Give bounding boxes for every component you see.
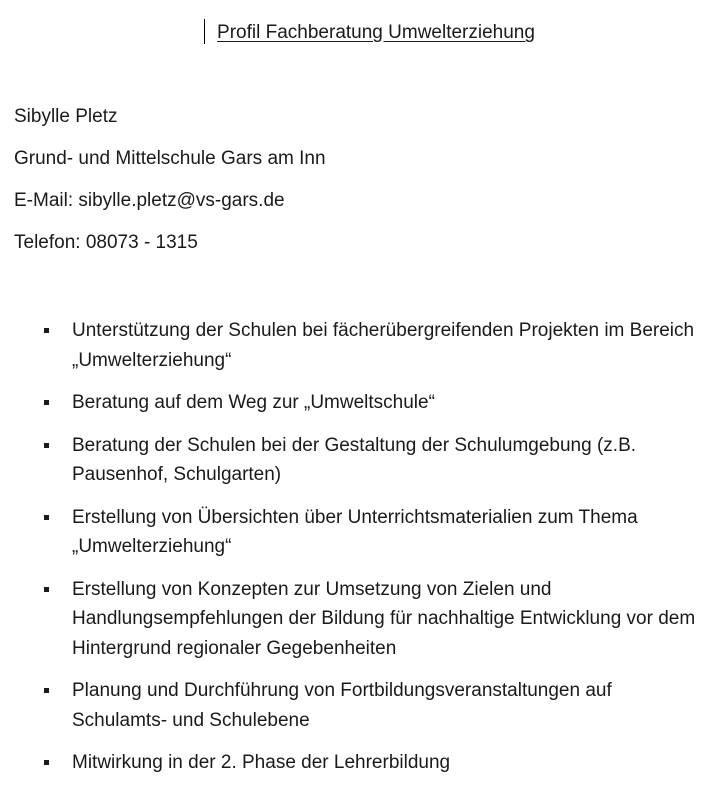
contact-name[interactable]: Sibylle Pletz	[14, 106, 118, 127]
bullet-icon	[44, 443, 49, 448]
contact-phone[interactable]: Telefon: 08073 - 1315	[14, 232, 198, 253]
list-item-text: Erstellung von Konzepten zur Umsetzung von Zielen und Handlungsempfehlungen der Bildung für nachhaltige Entwicklung vor dem Hintergrund regionaler Gegebenheiten	[72, 578, 696, 659]
bullet-icon	[44, 760, 49, 765]
bullet-icon	[44, 400, 49, 405]
bullet-icon	[44, 688, 49, 693]
list-item-text: Planung und Durchführung von Fortbildungsveranstaltungen auf Schulamts- und Schulebene	[72, 680, 612, 731]
list-item-text: Beratung auf dem Weg zur „Umweltschule“	[72, 392, 435, 413]
bullet-icon	[44, 515, 49, 520]
bullet-icon	[44, 328, 49, 333]
list-item[interactable]	[0, 503, 720, 562]
list-item-text: Mitwirkung in der 2. Phase der Lehrerbildung	[72, 752, 451, 773]
document-title[interactable]: Profil Fachberatung Umwelterziehung	[217, 22, 535, 43]
list-item-text: Erstellung von Übersichten über Unterrichtsmaterialien zum Thema „Umwelterziehung“	[72, 506, 638, 557]
contact-school[interactable]: Grund- und Mittelschule Gars am Inn	[14, 148, 326, 169]
list-item[interactable]	[0, 676, 720, 735]
list-item[interactable]	[0, 575, 720, 664]
list-item[interactable]	[0, 748, 720, 778]
list-item[interactable]	[0, 431, 720, 490]
list-item[interactable]	[0, 316, 720, 375]
list-item[interactable]	[0, 388, 720, 418]
list-item-text: Unterstützung der Schulen bei fächerübergreifenden Projekten im Bereich „Umwelterziehung“	[72, 320, 695, 371]
bullet-list	[0, 316, 720, 791]
contact-block	[14, 104, 326, 272]
bullet-icon	[44, 587, 49, 592]
contact-email[interactable]: E-Mail: sibylle.pletz@vs-gars.de	[14, 190, 285, 211]
list-item-text: Beratung der Schulen bei der Gestaltung der Schulumgebung (z.B. Pausenhof, Schulgarten)	[72, 434, 637, 485]
